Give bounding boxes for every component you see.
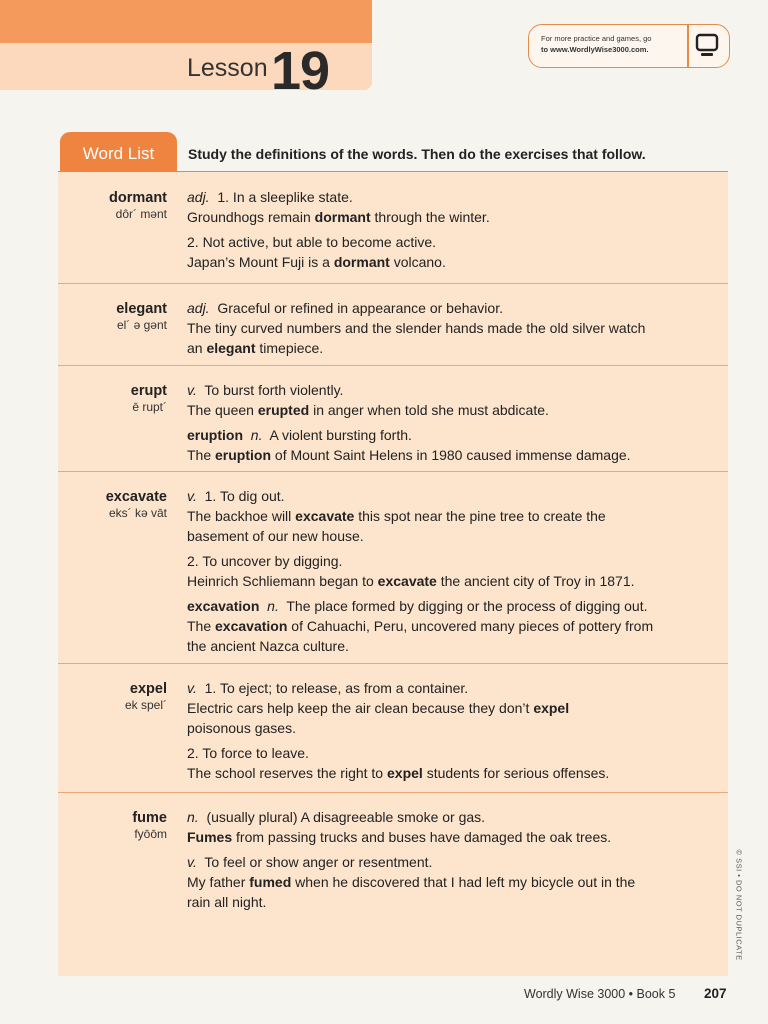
definition-text: Graceful or refined in appearance or behavior.: [217, 300, 503, 316]
definition: [187, 807, 707, 827]
derived-word: excavation: [187, 598, 260, 614]
derived-definition: [187, 425, 707, 445]
example-sentence: The eruption of Mount Saint Helens in 1980 caused immense damage.: [187, 447, 631, 463]
page-number: 207: [704, 986, 727, 1001]
instructions: Study the definitions of the words. Then do the exercises that follow.: [188, 146, 646, 162]
definition-text: A violent bursting forth.: [269, 427, 412, 443]
footer-book-title: Wordly Wise 3000 • Book 5: [524, 987, 676, 1001]
definition-text: (usually plural) A disagreeable smoke or gas.: [206, 809, 486, 825]
website-promo[interactable]: [528, 24, 730, 68]
example-sentence-continued: basement of our new house.: [187, 528, 364, 544]
part-of-speech: v.: [187, 854, 197, 870]
pronunciation: dôr´ mənt: [115, 207, 167, 221]
example-sentence-continued: poisonous gases.: [187, 720, 296, 736]
entry-dormant: [58, 172, 728, 284]
example-sentence: The school reserves the right to expel students for serious offenses.: [187, 765, 610, 781]
promo-line-1: For more practice and games, go: [541, 34, 652, 43]
entry-excavate: [58, 471, 728, 664]
definition: [187, 380, 707, 400]
part-of-speech: v.: [187, 382, 197, 398]
definitions: [187, 807, 707, 912]
monitor-icon: [695, 33, 719, 64]
highlighted-word: Fumes: [187, 829, 233, 845]
headword-text: excavate: [105, 489, 167, 505]
definition: [187, 298, 707, 318]
example-sentence-continued: the ancient Nazca culture.: [187, 638, 349, 654]
example-sentence: The backhoe will excavate this spot near the pine tree to create the: [187, 508, 606, 524]
definition: 2. To uncover by digging.: [187, 553, 343, 569]
definition: [187, 187, 707, 207]
pronunciation: ek spel´: [124, 698, 167, 712]
definition-text: The place formed by digging or the process of digging out.: [286, 598, 648, 614]
example-sentence: Electric cars help keep the air clean because they don’t expel: [187, 700, 570, 716]
definitions: [187, 380, 707, 465]
part-of-speech: adj.: [187, 189, 210, 205]
headword: [109, 189, 167, 222]
highlighted-word: eruption: [215, 447, 272, 463]
part-of-speech: v.: [187, 680, 197, 696]
promo-line-2[interactable]: to www.WordlyWise3000.com.: [541, 45, 649, 54]
lesson-label: Lesson: [187, 54, 268, 82]
pronunciation: el´ ə gənt: [116, 318, 167, 332]
example-sentence: Japan’s Mount Fuji is a dormant volcano.: [187, 254, 446, 270]
word-list-panel: [58, 171, 728, 976]
definition-text: 1. To eject; to release, as from a container.: [204, 680, 469, 696]
definition: 2. Not active, but able to become active.: [187, 234, 437, 250]
entry-elegant: [58, 283, 728, 366]
highlighted-word: dormant: [314, 209, 371, 225]
part-of-speech: n.: [267, 598, 279, 614]
definition-text: 1. To dig out.: [204, 488, 285, 504]
derived-word: eruption: [187, 427, 243, 443]
highlighted-word: excavate: [377, 573, 437, 589]
example-sentence: Groundhogs remain dormant through the winter.: [187, 209, 490, 225]
highlighted-word: dormant: [333, 254, 390, 270]
definition: [187, 678, 707, 698]
example-sentence: The queen erupted in anger when told she must abdicate.: [187, 402, 549, 418]
headword: [132, 809, 167, 842]
definitions: [187, 187, 707, 272]
example-sentence-continued: an elegant timepiece.: [187, 340, 324, 356]
entry-fume: [58, 792, 728, 976]
headword: [116, 300, 167, 333]
headword-text: erupt: [130, 383, 167, 399]
highlighted-word: erupted: [257, 402, 310, 418]
definitions: [187, 298, 707, 358]
highlighted-word: elegant: [206, 340, 256, 356]
headword: [131, 382, 167, 415]
headword-text: expel: [129, 681, 167, 697]
pronunciation: ē rupt´: [132, 400, 167, 414]
example-sentence: My father fumed when he discovered that I had left my bicycle out in the: [187, 874, 636, 890]
headword: [106, 488, 167, 521]
highlighted-word: fumed: [249, 874, 292, 890]
lesson-number: 19: [271, 41, 330, 101]
copyright-notice: © SSI • DO NOT DUPLICATE: [734, 849, 744, 961]
headword-text: dormant: [109, 190, 167, 206]
highlighted-word: expel: [533, 700, 570, 716]
definition-text: To feel or show anger or resentment.: [204, 854, 433, 870]
part-of-speech: n.: [187, 809, 199, 825]
definition: [187, 486, 707, 506]
entry-erupt: [58, 365, 728, 472]
definition: [187, 852, 707, 872]
example-sentence-continued: rain all night.: [187, 894, 267, 910]
headword-text: elegant: [116, 301, 167, 317]
example-sentence: Fumes from passing trucks and buses have damaged the oak trees.: [187, 829, 612, 845]
example-sentence: The excavation of Cahuachi, Peru, uncovered many pieces of pottery from: [187, 618, 654, 634]
definition: 2. To force to leave.: [187, 745, 309, 761]
pronunciation: eks´ kə vāt: [108, 506, 167, 520]
definition-text: To burst forth violently.: [204, 382, 344, 398]
example-sentence: Heinrich Schliemann began to excavate the ancient city of Troy in 1871.: [187, 573, 635, 589]
highlighted-word: excavate: [295, 508, 355, 524]
promo-divider: [687, 25, 689, 67]
highlighted-word: expel: [387, 765, 423, 781]
definition-text: 1. In a sleeplike state.: [217, 189, 353, 205]
derived-definition: [187, 596, 707, 616]
part-of-speech: adj.: [187, 300, 210, 316]
headword: [125, 680, 167, 713]
word-list-tab: Word List: [60, 132, 177, 172]
promo-text: [541, 33, 689, 55]
headword-text: fume: [132, 810, 167, 826]
part-of-speech: v.: [187, 488, 197, 504]
part-of-speech: n.: [250, 427, 263, 443]
pronunciation: fyōōm: [134, 827, 167, 841]
definitions: [187, 678, 707, 783]
example-sentence: The tiny curved numbers and the slender hands made the old silver watch: [187, 320, 646, 336]
highlighted-word: excavation: [215, 618, 288, 634]
entry-expel: [58, 663, 728, 793]
definitions: [187, 486, 707, 656]
